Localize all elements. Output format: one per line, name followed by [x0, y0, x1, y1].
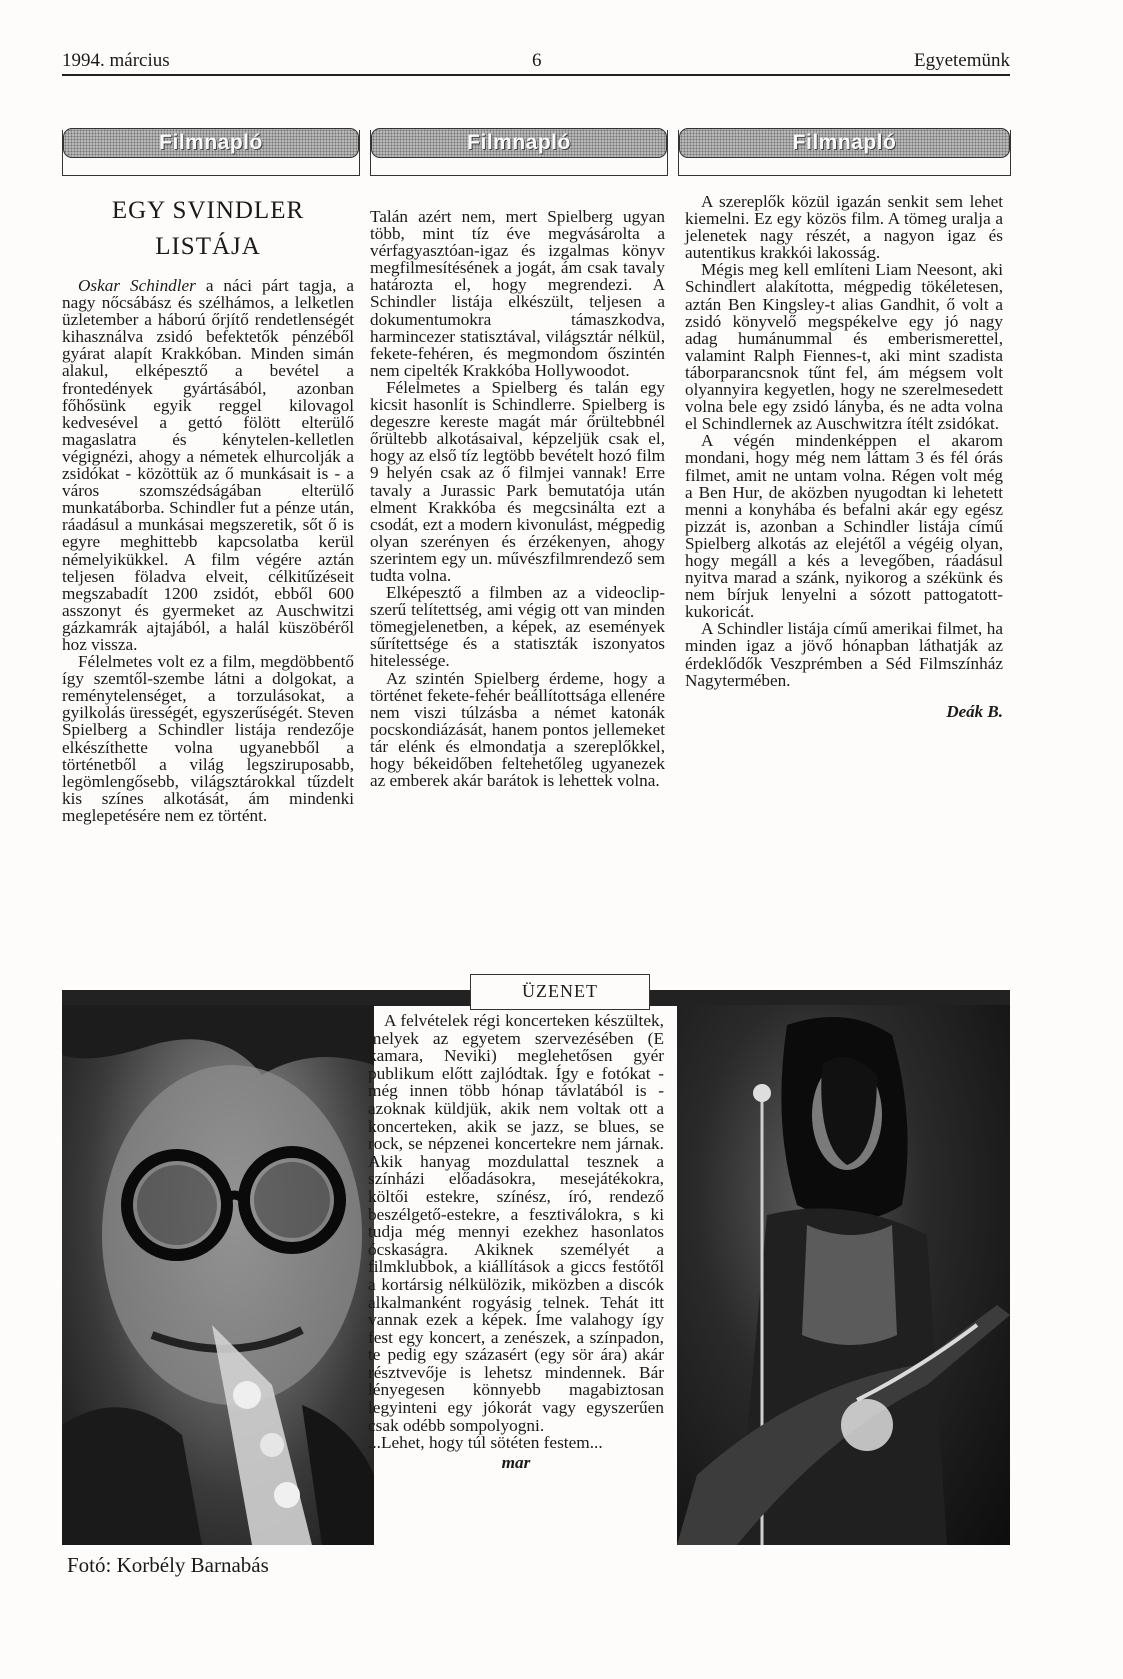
section-banner-3: Filmnapló [679, 128, 1010, 158]
article-paragraph: Mégis meg kell említeni Liam Neesont, aki Schindlert alakította, mégpedig tökéletesen, aztán Ben Kingsley-t alias Gandhit, ő volt a zsidó könyvelő megspékelve egy jó nagy adag humánummal és emberismerettel, valamint Ralph Fiennes-t, aki mint szadista táborparancsnok tűnt fel, ám mégsem volt olyannyira kegyetlen, hogy ne szerelmesedett volna bele egy zsidó lányba, és ne adta volna el Schindlernek az Auschwitzra ítélt zsidókat. [685, 260, 1003, 434]
section-heading: ÜZENET [470, 974, 650, 1010]
article-paragraph: A szereplők közül igazán senkit sem lehet kiemelni. Ez egy közös film. A tömeg uralja a jelenetek nagy részét, a nagyon igaz és autentikus krakkói lakosság. [685, 192, 1003, 263]
article-column-3 [685, 193, 1003, 720]
article-paragraph: A végén mindenképpen el akarom mondani, hogy még nem láttam 3 és fél órás filmet, amit ne untam volna. Régen volt még a Ben Hur, de aközben nyugodtan ki lehetett menni a konyhába és befalni akár egy egész pizzát is, azonban a Schindler listája című Spielberg alkotás az elejétől a végéig olyan, hogy megáll a kés a levegőben, ráadásul nyitva marad a szánk, nyikorog a székünk és nem bírjuk lenyelni a sózott pattogatott-kukoricát. [685, 431, 1003, 622]
section-banner-box-1 [62, 130, 360, 176]
section-banner-2: Filmnapló [371, 128, 667, 158]
message-signature: mar [501, 1452, 531, 1472]
article-paragraph: Az szintén Spielberg érdeme, hogy a történet fekete-fehér beállítottsága ellenére nem viszi túlzásba a német katonák pocskondiázását, hanem pontos jellemeket tár elénk és elmondatja a szereplőkkel, hogy békeidőben feltehetőleg ugyanezek az emberek akár barátok is lehettek volna. [370, 668, 665, 791]
article-paragraph [62, 277, 354, 653]
article-paragraph: Talán azért nem, mert Spielberg ugyan több, mint tíz éve megvásárolta a vérfagyasztóan-igaz és izgalmas könyv megfilmesítésének a jogát, ám csak tavaly határozta el, hogy megrendezi. A Schindler listája elkészült, teljesen a dokumentumokra támaszkodva, harmincezer statisztával, világsztár nélkül, fekete-fehéren, és megmondom őszintén nem cipelték Krakkóba Hollywoodot. [370, 207, 665, 380]
photo-caption: Fotó: Korbély Barnabás [67, 1553, 269, 1577]
guitarist-photo [677, 1005, 1010, 1545]
article-paragraph: A Schindler listája című amerikai filmet, ha minden igaz a jövő hónapban láthatják az érdeklődők Veszprémben a Séd Filmszínház Nagytermében. [685, 619, 1003, 690]
article-column-1 [62, 193, 354, 824]
article-title-line-1: EGY SVINDLER [111, 197, 305, 224]
page-number: 6 [532, 50, 542, 71]
article-paragraph: Félelmetes a Spielberg és talán egy kicsit hasonlít is Schindlerre. Spielberg is degeszre kereste magát már őrültebbnél őrültebb alkotásaival, képzeljük csak el, hogy az első tíz legtöbb bevételt hozó film 9 helyén csak az ő filmjei vannak! Erre tavaly a Jurassic Park bemutatója után elment Krakkóba és megcsinálta ezt a csodát, ezt a modern kivonulást, mégpedig olyan szerényen és érzékenyen, ahogy szerintem egy un. művészfilmrendező sem tudta volna. [370, 377, 665, 585]
publication-name: Egyetemünk [913, 50, 1010, 71]
article-title-line-2: LISTÁJA [155, 233, 261, 260]
header-rule [62, 74, 1010, 76]
section-banner-box-3 [678, 130, 1011, 176]
section-banner-box-2 [370, 130, 668, 176]
message-paragraph: ...Lehet, hogy túl sötéten festem... [368, 1433, 603, 1453]
issue-date: 1994. március [62, 50, 170, 71]
article-paragraph: Elképesztő a filmben az a videoclip-szerű telítettség, ami végig ott van minden tömegjelenetben, a képek, az események sűrítettsége és a statiszták iszonyatos hitelessége. [370, 583, 665, 671]
message-column [368, 1012, 664, 1471]
article-signature: Deák B. [946, 701, 1003, 721]
section-banner-1: Filmnapló [63, 128, 359, 158]
saxophonist-photo [62, 1005, 374, 1545]
saxophonist-photo-drawing [62, 1005, 374, 1545]
intro-name: Oskar Schindler [78, 276, 196, 295]
article-text: a náci párt tagja, a nagy nőcsábász és szélhámos, a lelketlen üzletember a háború őrjítő rendetlenségét kihasználva zsidó befektetők pénzéből gyárat alapít Krakkóban. Minden simán alakul, elképesztő a bevétel a frontedények gyártásából, azonban főhősünk egyik reggel kilovagol kedvesével a gettó fölött elterülő magaslatra és kénytelen-kelletlen végignézi, ahogy a németek elhurcolják a zsidókat - közöttük az ő munkásait is - a város szomszédságában elterülő munkatáborba. Schindler fut a pénze után, ráadásul a munkásai megszeretik, sőt ő is egyre meghittebb kapcsolatba kerül némelyikükkel. A film végére aztán teljesen föladva elveit, célkitűzéseit megszabadít 1200 zsidót, ebből 600 asszonyt és gyermeket az Auschwitzi gázkamrák ajtajából, a halál küszöbéről hoz vissza. [62, 276, 354, 654]
page-header [62, 50, 1010, 76]
message-paragraph: A felvételek régi koncerteken készültek, melyek az egyetem szervezésében (E kamara, Neviki) meglehetősen gyér publikum előtt zajlódtak. Így e fotókat - még innen több hónap távlatából is - azoknak küldjük, akik nem voltak ott a koncerteken, akik se jazz, se blues, se rock, se népzenei koncertekre nem járnak. Akik hanyag mozdulattal tesznek a színházi előadásokra, mesejátékokra, költői estekre, színész, író, rendező beszélgető-estekre, a fesztiválokra, s ki tudja még mennyi ezekhez hasonlatos ócskaságra. Akiknek személyét a filmklubbok, a kiállítások a giccs festőtől a kortársig nélkülözik, miközben a discók alkalmanként rogyásig telnek. Tehát itt vannak ezek a képek. Íme valahogy így fest egy koncert, a zenészek, a színpadon, te pedig egy százasért (egy sör ára) akár résztvevője is lehetsz mindennek. Bár lényegesen könnyebb magabiztosan legyinteni egy jókorát vagy egyszerűen csak odébb sompolyogni. [368, 1011, 664, 1435]
article-paragraph: Félelmetes volt ez a film, megdöbbentő így szemtől-szembe látni a dolgokat, a reménytelenséget, a torzulásokat, a gyilkolás ürességét, egyszerűségét. Steven Spielberg a Schindler listája rendezője elkészíthette volna ugyanebből a történetből a világ legsziruposabb, legömlengősebb, világsztárokkal tűzdelt kis színes alkotását, ám mindenki meglepetésére nem ez történt. [62, 652, 354, 825]
guitarist-photo-drawing [677, 1005, 1010, 1545]
article-column-2 [370, 208, 665, 789]
